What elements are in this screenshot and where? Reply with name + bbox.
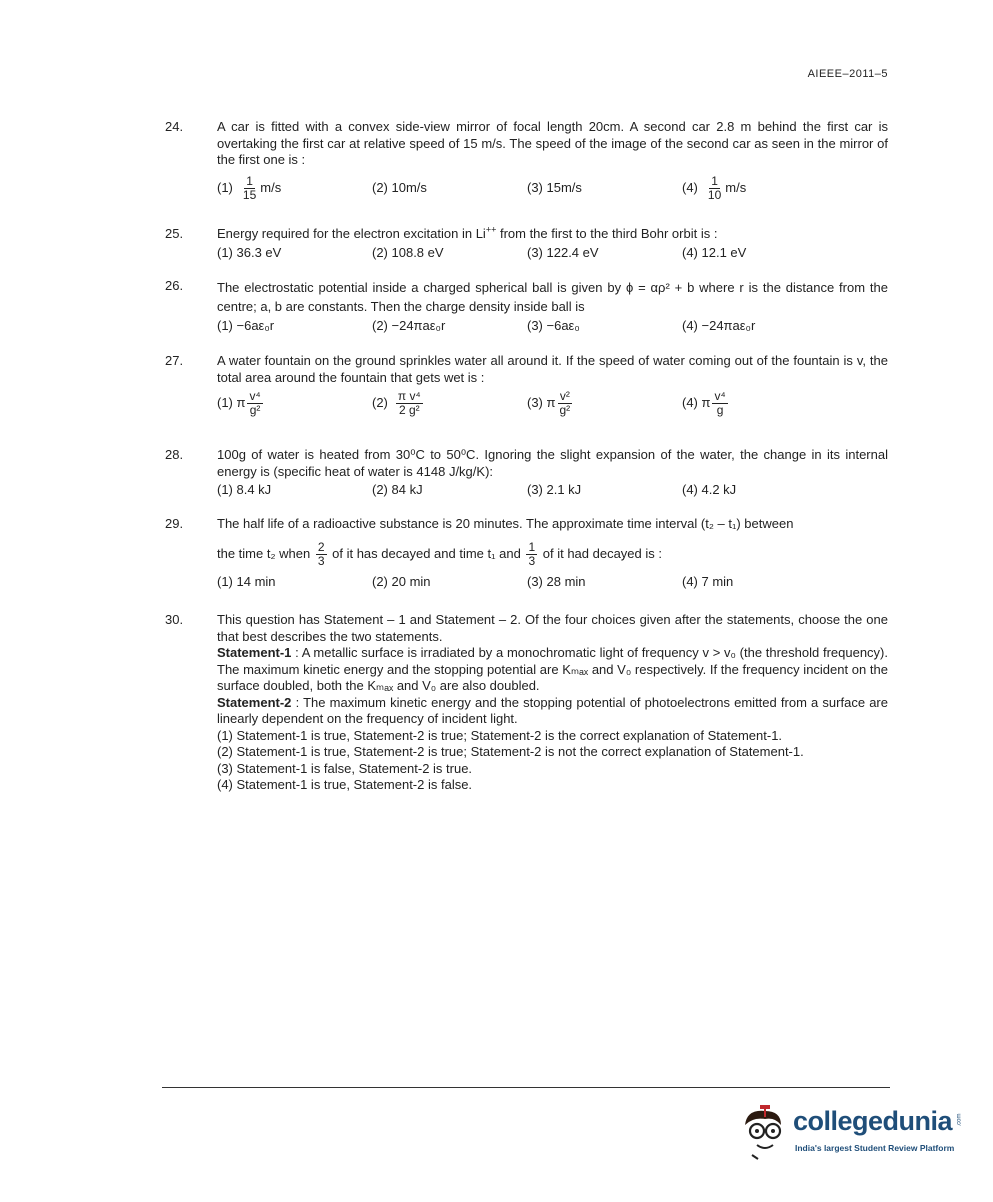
option-1: (1) $\frac{1}{15}$ m/s bbox=[217, 173, 282, 202]
question-26 bbox=[165, 278, 888, 335]
logo-tagline: India's largest Student Review Platform bbox=[795, 1143, 955, 1153]
formula: ϕ = αρ² + b bbox=[625, 280, 695, 295]
option-4: (4) π $\frac{\text{v⁴}}{g}$ bbox=[682, 389, 726, 417]
question-number: 24. bbox=[165, 119, 184, 134]
question-intro: This question has Statement – 1 and Statement – 2. Of the four choices given after the statements, choose the one that best describes the two statements. bbox=[217, 612, 888, 644]
question-text: The electrostatic potential inside a charged spherical ball is given by ϕ = αρ² + b where r is the distance from the centre; a, b are constants. Then the charge density inside ball is bbox=[217, 280, 888, 314]
option-3: (3) 28 min bbox=[527, 573, 586, 589]
option-4: (4) $\frac{1}{10}$ m/s bbox=[682, 173, 747, 202]
question-25 bbox=[165, 226, 888, 261]
question-number: 28. bbox=[165, 447, 184, 462]
mascot-icon bbox=[735, 1103, 795, 1163]
question-number: 29. bbox=[165, 516, 184, 531]
option-2: (2) −24πaε₀r bbox=[372, 318, 446, 333]
option-2: (2) $\frac{\text{π v⁴}}{\text{2 g²}}$ bbox=[372, 389, 421, 417]
question-24 bbox=[165, 119, 888, 202]
question-text: A water fountain on the ground sprinkles water all around it. If the speed of water coming out of the fountain is v, the total area around the fountain that gets wet is : bbox=[217, 353, 888, 385]
question-text-line-1: The half life of a radioactive substance is 20 minutes. The approximate time interval (t₂ – t₁) between bbox=[217, 516, 794, 531]
footer-divider bbox=[162, 1087, 890, 1088]
question-number: 30. bbox=[165, 612, 184, 627]
question-text: A car is fitted with a convex side-view mirror of focal length 20cm. A second car 2.8 m behind the first car is overtaking the first car at relative speed of 15 m/s. The speed of the image of the second car as seen in the mirror of the first one is : bbox=[217, 119, 888, 167]
option-3: (3) 2.1 kJ bbox=[527, 482, 582, 497]
option-2: (2) 84 kJ bbox=[372, 482, 423, 497]
question-number: 26. bbox=[165, 278, 184, 293]
option-3: (3) 15m/s bbox=[527, 179, 582, 195]
option-2: (2) 108.8 eV bbox=[372, 244, 444, 260]
question-30 bbox=[165, 612, 888, 794]
option-4: (4) 7 min bbox=[682, 573, 734, 589]
option-3: (3) π $\frac{\text{v²}}{\text{g²}}$ bbox=[527, 389, 571, 417]
question-text: Energy required for the electron excitation in Li++ from the first to the third Bohr orbit is : bbox=[217, 224, 718, 241]
option-1: (1) Statement-1 is true, Statement-2 is true; Statement-2 is the correct explanation of Statement-1. bbox=[217, 727, 783, 743]
option-1: (1) 8.4 kJ bbox=[217, 482, 272, 497]
statement-1: Statement-1 : A metallic surface is irradiated by a monochromatic light of frequency v > v₀ (the threshold frequency). The maximum kinetic energy and the stopping potential are Kₘₐₓ and V₀ respectively. If the frequency incident on the surface doubled, both the Kₘₐₓ and V₀ are also doubled. bbox=[217, 645, 888, 693]
logo-wordmark: collegedunia bbox=[793, 1106, 953, 1136]
option-2: (2) 10m/s bbox=[372, 179, 427, 195]
option-2: (2) Statement-1 is true, Statement-2 is true; Statement-2 is not the correct explanation of Statement-1. bbox=[217, 744, 804, 759]
option-3: (3) Statement-1 is false, Statement-2 is true. bbox=[217, 760, 473, 776]
collegedunia-logo bbox=[735, 1103, 963, 1163]
option-3: (3) 122.4 eV bbox=[527, 244, 599, 260]
option-4: (4) Statement-1 is true, Statement-2 is false. bbox=[217, 777, 473, 792]
option-2: (2) 20 min bbox=[372, 573, 431, 589]
question-number: 27. bbox=[165, 353, 184, 368]
option-1: (1) 14 min bbox=[217, 573, 276, 589]
option-1: (1) π $\frac{\text{v⁴}}{\text{g²}}$ bbox=[217, 389, 261, 417]
page-header-code: AIEEE–2011–5 bbox=[807, 68, 888, 80]
logo-domain: .com bbox=[956, 1113, 963, 1127]
question-text-line-2: the time t₂ when $\frac{2}{3}$ of it has decayed and time t₁ and $\frac{1}{3}$ of it had decayed is : bbox=[217, 539, 662, 568]
question-number: 25. bbox=[165, 226, 184, 241]
option-4: (4) 12.1 eV bbox=[682, 244, 747, 260]
question-28 bbox=[165, 447, 888, 499]
option-3: (3) −6aε₀ bbox=[527, 318, 580, 333]
statement-2: Statement-2 : The maximum kinetic energy and the stopping potential of photoelectrons emitted from a surface are linearly dependent on the frequency of incident light. bbox=[217, 694, 888, 726]
option-4: (4) −24πaε₀r bbox=[682, 318, 756, 333]
question-text: 100g of water is heated from 30⁰C to 50⁰C. Ignoring the slight expansion of the water, the change in its internal energy is (specific heat of water is 4148 J/kg/K): bbox=[217, 447, 888, 479]
question-29 bbox=[165, 516, 888, 590]
question-27 bbox=[165, 353, 888, 417]
option-4: (4) 4.2 kJ bbox=[682, 482, 737, 497]
option-1: (1) 36.3 eV bbox=[217, 244, 282, 260]
option-1: (1) −6aε₀r bbox=[217, 318, 275, 333]
